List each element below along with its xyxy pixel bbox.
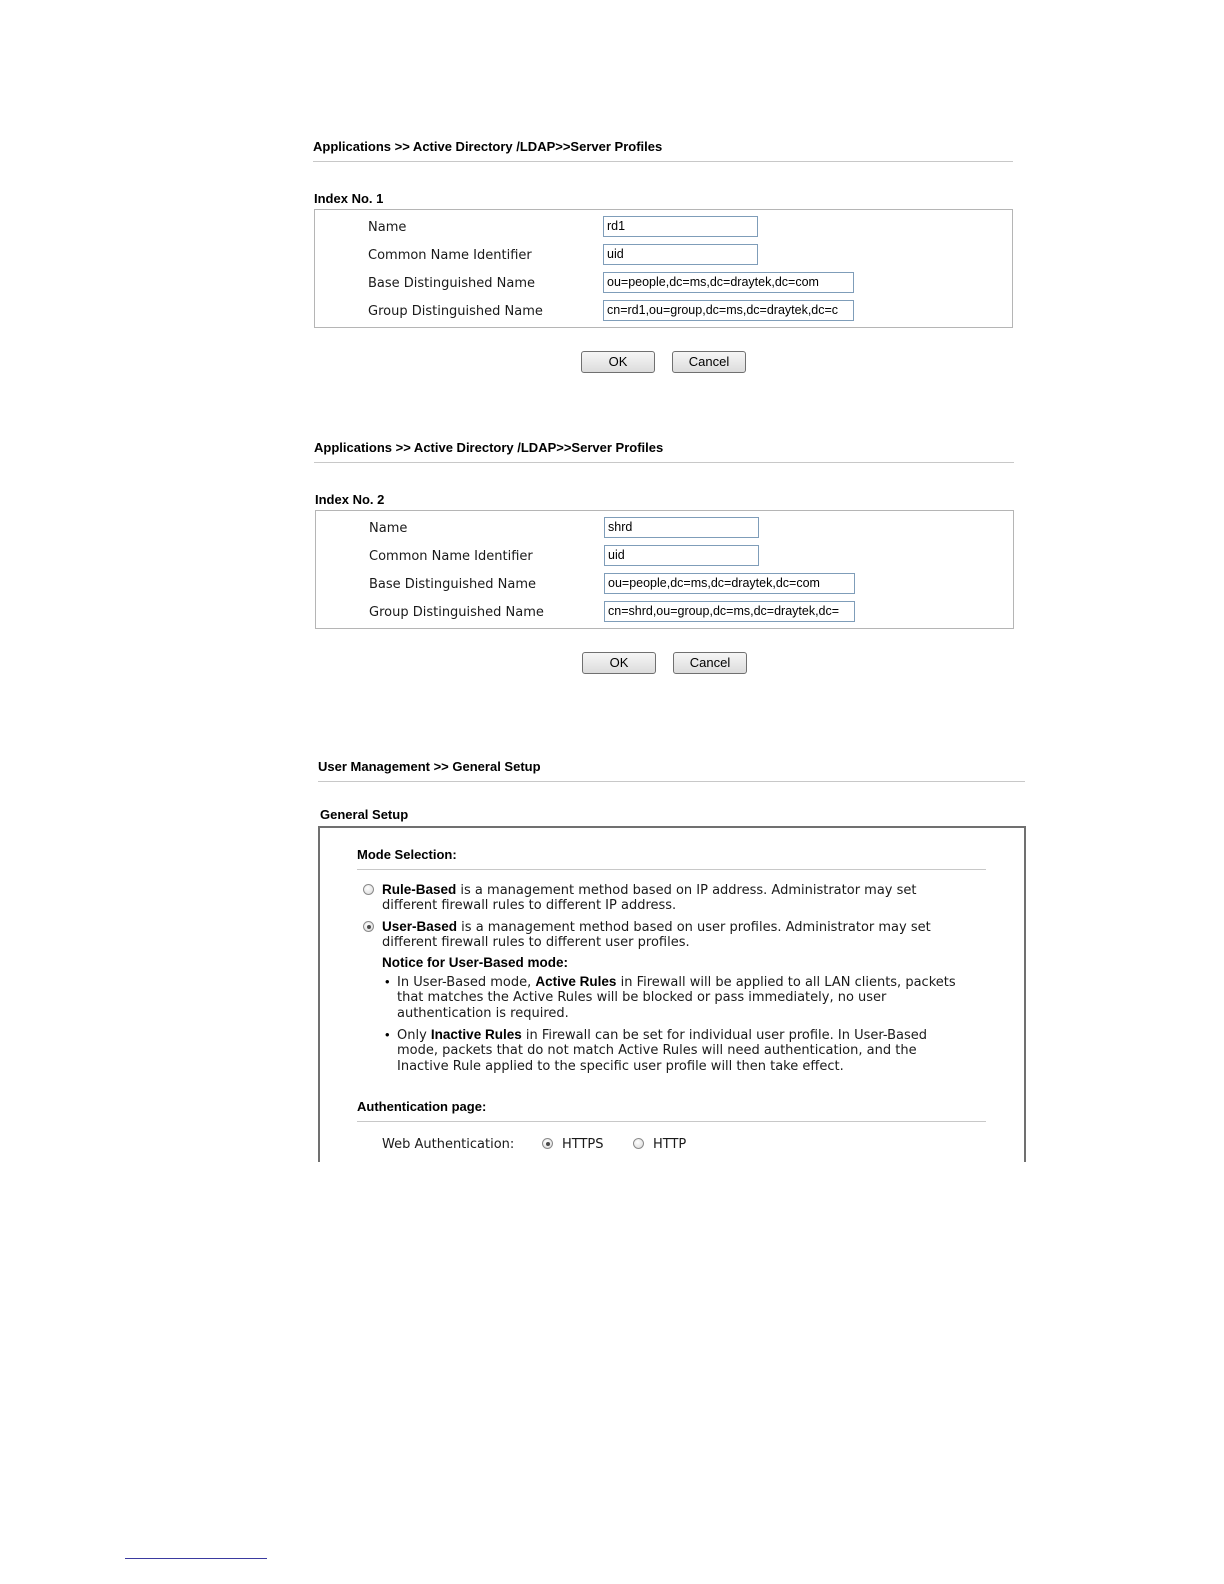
index-label: Index No. 2 — [315, 492, 385, 507]
user-based-line2: different firewall rules to different user profiles. — [382, 935, 690, 950]
base-dn-input[interactable]: ou=people,dc=ms,dc=draytek,dc=com — [603, 272, 854, 293]
rule-based-radio[interactable] — [363, 884, 374, 895]
name-input[interactable]: shrd — [604, 517, 759, 538]
http-radio[interactable] — [633, 1138, 644, 1149]
notice2-line3: Inactive Rule applied to the specific user profile will then take effect. — [397, 1059, 844, 1074]
base-dn-label: Base Distinguished Name — [368, 276, 535, 291]
group-dn-label: Group Distinguished Name — [368, 304, 543, 319]
notice2-line2: mode, packets that do not match Active Rules will need authentication, and the — [397, 1043, 917, 1058]
name-label: Name — [369, 521, 408, 536]
authentication-page-title: Authentication page: — [357, 1099, 487, 1114]
base-dn-input[interactable]: ou=people,dc=ms,dc=draytek,dc=com — [604, 573, 855, 594]
notice1-line1: In User-Based mode, Active Rules in Firewall will be applied to all LAN clients, packets — [397, 974, 956, 990]
notice2-line1: Only Inactive Rules in Firewall can be set for individual user profile. In User-Based — [397, 1027, 928, 1043]
notice1-line2: that matches the Active Rules will be blocked or pass immediately, no user — [397, 990, 887, 1005]
http-label: HTTP — [653, 1137, 687, 1152]
user-based-radio[interactable] — [363, 921, 374, 932]
name-input[interactable]: rd1 — [603, 216, 758, 237]
notice1-line3: authentication is required. — [397, 1006, 569, 1021]
footnote-rule — [125, 1558, 267, 1559]
base-dn-label: Base Distinguished Name — [369, 577, 536, 592]
general-setup-box — [318, 826, 1026, 1162]
common-name-identifier-input[interactable]: uid — [604, 545, 759, 566]
breadcrumb: User Management >> General Setup — [318, 759, 541, 774]
group-dn-input[interactable]: cn=rd1,ou=group,dc=ms,dc=draytek,dc=c — [603, 300, 854, 321]
breadcrumb: Applications >> Active Directory /LDAP>>Server Profiles — [314, 440, 664, 455]
user-based-line1: User-Based is a management method based on user profiles. Administrator may set — [382, 919, 931, 935]
divider — [314, 462, 1014, 463]
profile-form-box — [314, 209, 1013, 328]
group-dn-label: Group Distinguished Name — [369, 605, 544, 620]
group-dn-input[interactable]: cn=shrd,ou=group,dc=ms,dc=draytek,dc= — [604, 601, 855, 622]
divider — [357, 1121, 986, 1122]
divider — [318, 781, 1025, 782]
breadcrumb: Applications >> Active Directory /LDAP>>Server Profiles — [313, 139, 663, 154]
divider — [357, 869, 986, 870]
rule-based-line2: different firewall rules to different IP address. — [382, 898, 677, 913]
https-label: HTTPS — [562, 1137, 604, 1152]
name-label: Name — [368, 220, 407, 235]
bullet-icon: • — [385, 974, 390, 989]
mode-selection-title: Mode Selection: — [357, 847, 457, 862]
https-radio[interactable] — [542, 1138, 553, 1149]
ok-button[interactable]: OK — [581, 351, 655, 373]
rule-based-line1: Rule-Based is a management method based on IP address. Administrator may set — [382, 882, 917, 898]
profile-form-box — [315, 510, 1014, 629]
ok-button[interactable]: OK — [582, 652, 656, 674]
divider — [313, 161, 1013, 162]
cancel-button[interactable]: Cancel — [672, 351, 746, 373]
common-name-identifier-input[interactable]: uid — [603, 244, 758, 265]
bullet-icon: • — [385, 1027, 390, 1042]
notice-title: Notice for User-Based mode: — [382, 955, 569, 970]
user-based-bold: User-Based — [382, 919, 458, 934]
general-setup-title: General Setup — [320, 807, 409, 822]
cancel-button[interactable]: Cancel — [673, 652, 747, 674]
common-name-identifier-label: Common Name Identifier — [368, 248, 532, 263]
rule-based-bold: Rule-Based — [382, 882, 457, 897]
common-name-identifier-label: Common Name Identifier — [369, 549, 533, 564]
web-authentication-label: Web Authentication: — [382, 1137, 515, 1152]
index-label: Index No. 1 — [314, 191, 384, 206]
